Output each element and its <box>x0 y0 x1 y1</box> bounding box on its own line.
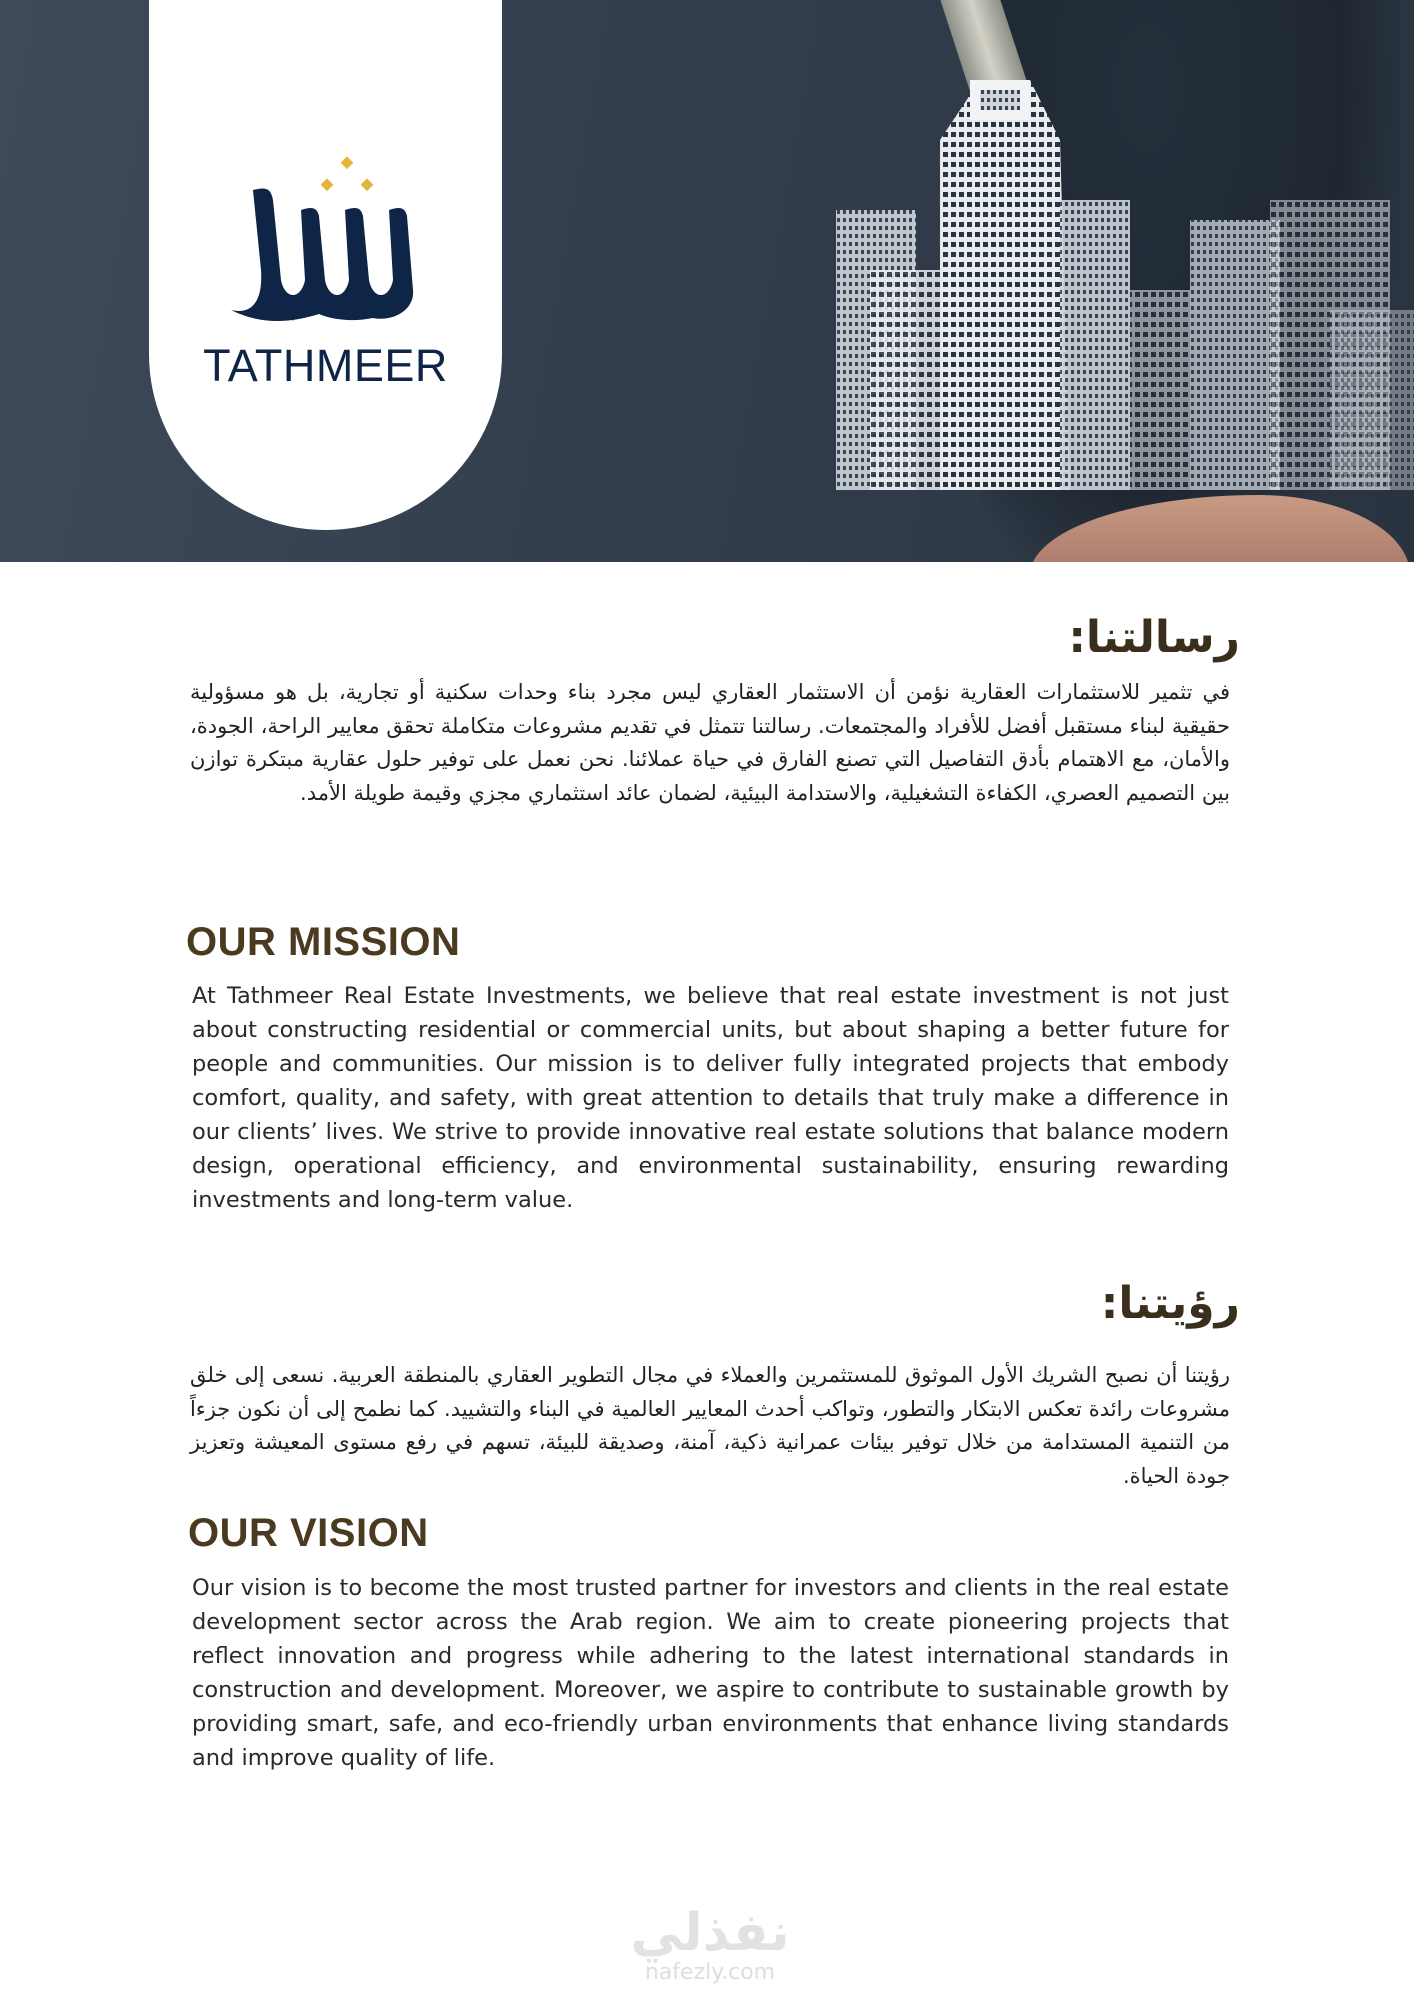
tathmeer-logo-icon <box>223 150 433 340</box>
mission-arabic-paragraph: في تثمير للاستثمارات العقارية نؤمن أن الاستثمار العقاري ليس مجرد بناء وحدات سكنية أو تجارية، بل هو مسؤولية حقيقية لبناء مستقبل أفضل للأفراد والمجتمعات. رسالتنا تتمثل في تقديم مشروعات متكاملة تحقق معايير الراحة، الجودة، والأمان، مع الاهتمام بأدق التفاصيل التي تصنع الفارق في حياة عملائنا. نحن نعمل على توفير حلول عقارية مبتكرة توازن بين التصميم العصري، الكفاءة التشغيلية، والاستدامة البيئية، لضمان عائد استثماري مجزي وقيمة طويلة الأمد. <box>190 680 1230 805</box>
header-banner <box>0 0 1414 562</box>
mission-english-heading: OUR MISSION <box>186 920 461 964</box>
mission-arabic-heading: رسالتنا: <box>1068 612 1240 663</box>
watermark-arabic: نفذلي <box>630 1903 790 1963</box>
mission-english-paragraph: At Tathmeer Real Estate Investments, we believe that real estate investment is not just about constructing residential or commercial units, but about shaping a better future for people and communities. Our mission is to deliver fully integrated projects that embody comfort, quality, and safety, with great attention to details that truly make a difference in our clients’ lives. We strive to provide innovative real estate solutions that balance modern design, operational efficiency, and environmental sustainability, ensuring rewarding investments and long-term value. <box>192 983 1229 1213</box>
vision-arabic-heading: رؤيتنا: <box>1100 1278 1240 1329</box>
logo-card <box>149 0 502 530</box>
vision-arabic-paragraph: رؤيتنا أن نصبح الشريك الأول الموثوق للمستثمرين والعملاء في مجال التطوير العقاري بالمنطقة العربية. نسعى إلى خلق مشروعات رائدة تعكس الابتكار والتطور، وتواكب أحدث المعايير العالمية في البناء والتشييد. كما نطمح إلى أن نكون جزءاً من التنمية المستدامة من خلال توفير بيئات عمرانية ذكية، آمنة، وصديقة للبيئة، تسهم في رفع مستوى المعيشة وتعزيز جودة الحياة. <box>190 1363 1230 1488</box>
vision-english-heading: OUR VISION <box>188 1511 429 1555</box>
city-skyline-image <box>830 80 1414 490</box>
nafezly-watermark <box>600 1905 820 1985</box>
vision-english-paragraph: Our vision is to become the most trusted partner for investors and clients in the real estate development sector across the Arab region. We aim to create pioneering projects that reflect innovation and progress while adhering to the latest international standards in construction and development. Moreover, we aspire to contribute to sustainable growth by providing smart, safe, and eco-friendly urban environments that enhance living standards and improve quality of life. <box>192 1575 1229 1771</box>
watermark-latin: nafezly.com <box>644 1960 776 1985</box>
brand-name: TATHMEER <box>203 340 448 391</box>
